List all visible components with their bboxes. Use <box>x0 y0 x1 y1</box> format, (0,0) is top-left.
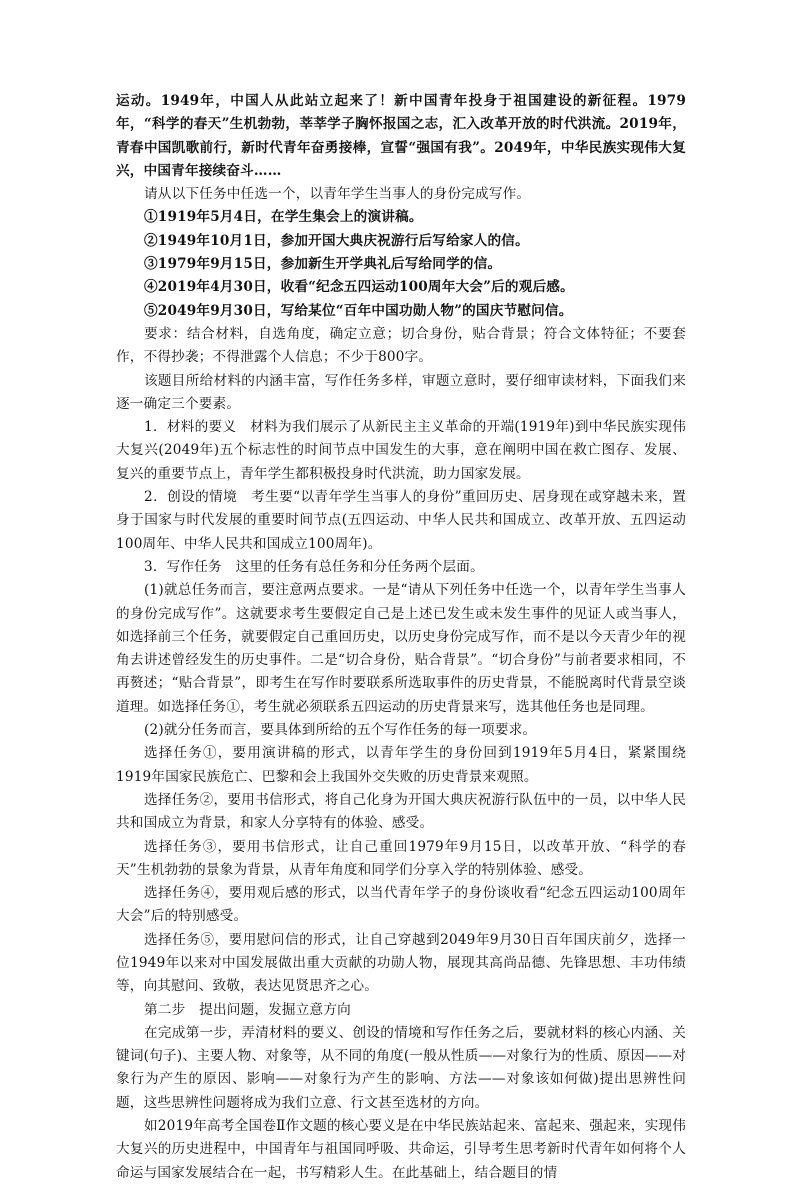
point-1-material-meaning: 1．材料的要义 材料为我们展示了从新民主主义革命的开端(1919年)到中华民族实现伟大复兴(2049年)五个标志性的时间节点中国发生的大事，意在阐明中国在救亡图存、发展、复兴的重要节点上，青年学生都积极投身时代洪流，助力国家发展。 <box>116 419 686 482</box>
final-paragraph: 如2019年高考全国卷Ⅱ作文题的核心要义是在中华民族站起来、富起来、强起来，实现伟大复兴的历史进程中，中国青年与祖国同呼吸、共命运，引导考生思考新时代青年如何将个人命运与国家发展结合在一起，书写精彩人生。在此基础上，结合题目的情 <box>116 1118 686 1181</box>
selection-4-paragraph: 选择任务④，要用观后感的形式，以当代青年学子的身份谈收看“纪念五四运动100周年大会”后的特别感受。 <box>116 885 686 925</box>
point-3-writing-task: 3．写作任务 这里的任务有总任务和分任务两个层面。 <box>144 558 484 575</box>
analysis-paragraph: 该题目所给材料的内涵丰富，写作任务多样，审题立意时，要仔细审读材料，下面我们来逐一确定三个要素。 <box>116 372 686 412</box>
step-2-heading: 第二步 提出问题，发掘立意方向 <box>144 1001 351 1018</box>
document-body <box>116 90 686 1185</box>
step-2-body: 在完成第一步，弄清材料的要义、创设的情境和写作任务之后，要就材料的核心内涵、关键词(句子)、主要人物、对象等，从不同的角度(一般从性质——对象行为的性质、原因——对象行为产生的原因、影响——对象行为产生的影响、方法——对象该如何做)提出思辨性问题，这些思辨性问题将成为我们立意、行文甚至选材的方向。 <box>116 1024 686 1111</box>
prompt-paragraph: 请从以下任务中任选一个，以青年学生当事人的身份完成写作。 <box>144 186 531 203</box>
selection-2-paragraph: 选择任务②，要用书信形式，将自己化身为开国大典庆祝游行队伍中的一员，以中华人民共和国成立为背景，和家人分享特有的体验、感受。 <box>116 791 686 832</box>
total-task-paragraph: (1)就总任务而言，要注意两点要求。一是“请从下列任务中任选一个，以青年学生当事人的身份完成写作”。这就要求考生要假定自己是上述已发生或未发生事件的见证人或当事人，如选择前三个任务，就要假定自己重回历史，以历史身份完成写作，而不是以今天青少年的视角去讲述曾经发生的历史事件。二是“切合身份，贴合背景”。“切合身份”与前者要求相同，不再赘述；“贴合背景”，即考生在写作时要联系所选取事件的历史背景，不能脱离时代背景空谈道理。如选择任务①，考生就必须联系五四运动的历史背景来写，选其他任务也是同理。 <box>116 582 686 715</box>
selection-5-paragraph: 选择任务⑤，要用慰问信的形式，让自己穿越到2049年9月30日百年国庆前夕，选择一位1949年以来对中国发展做出重大贡献的功勋人物，展现其高尚品德、先锋思想、丰功伟绩等，向其慰问、致敬，表达见贤思齐之心。 <box>116 931 686 995</box>
task-3: ③1979年9月15日，参加新生开学典礼后写给同学的信。 <box>144 256 502 273</box>
selection-1-paragraph: 选择任务①，要用演讲稿的形式，以青年学生的身份回到1919年5月4日，紧紧围绕1919年国家民族危亡、巴黎和会上我国外交失败的历史背景来观照。 <box>116 745 686 785</box>
sub-task-paragraph: (2)就分任务而言，要具体到所给的五个写作任务的每一项要求。 <box>144 722 537 739</box>
task-1: ①1919年5月4日，在学生集会上的演讲稿。 <box>144 209 423 226</box>
task-2: ②1949年10月1日，参加开国大典庆祝游行后写给家人的信。 <box>144 232 529 249</box>
requirements-paragraph: 要求：结合材料，自选角度，确定立意；切合身份，贴合背景；符合文体特征；不要套作，不得抄袭；不得泄露个人信息；不少于800字。 <box>116 325 686 366</box>
intro-paragraph: 运动。1949年，中国人从此站立起来了！新中国青年投身于祖国建设的新征程。1979年，“科学的春天”生机勃勃，莘莘学子胸怀报国之志，汇入改革开放的时代洪流。2019年，青春中国凯歌前行，新时代青年奋勇接棒，宣誓“强国有我”。2049年，中华民族实现伟大复兴，中国青年接续奋斗…… <box>116 93 686 179</box>
task-5: ⑤2049年9月30日，写给某位“百年中国功勋人物”的国庆节慰问信。 <box>144 302 573 319</box>
point-2-situation: 2．创设的情境 考生要“以青年学生当事人的身份”重回历史、居身现在或穿越未来，置身于国家与时代发展的重要时间节点(五四运动、中华人民共和国成立、改革开放、五四运动100周年、中华人民共和国成立100周年)。 <box>116 489 686 552</box>
selection-3-paragraph: 选择任务③，要用书信形式，让自己重回1979年9月15日，以改革开放、“科学的春天”生机勃勃的景象为背景，从青年角度和同学们分享入学的特别体验、感受。 <box>116 838 686 878</box>
task-4: ④2019年4月30日，收看“纪念五四运动100周年大会”后的观后感。 <box>144 279 574 296</box>
